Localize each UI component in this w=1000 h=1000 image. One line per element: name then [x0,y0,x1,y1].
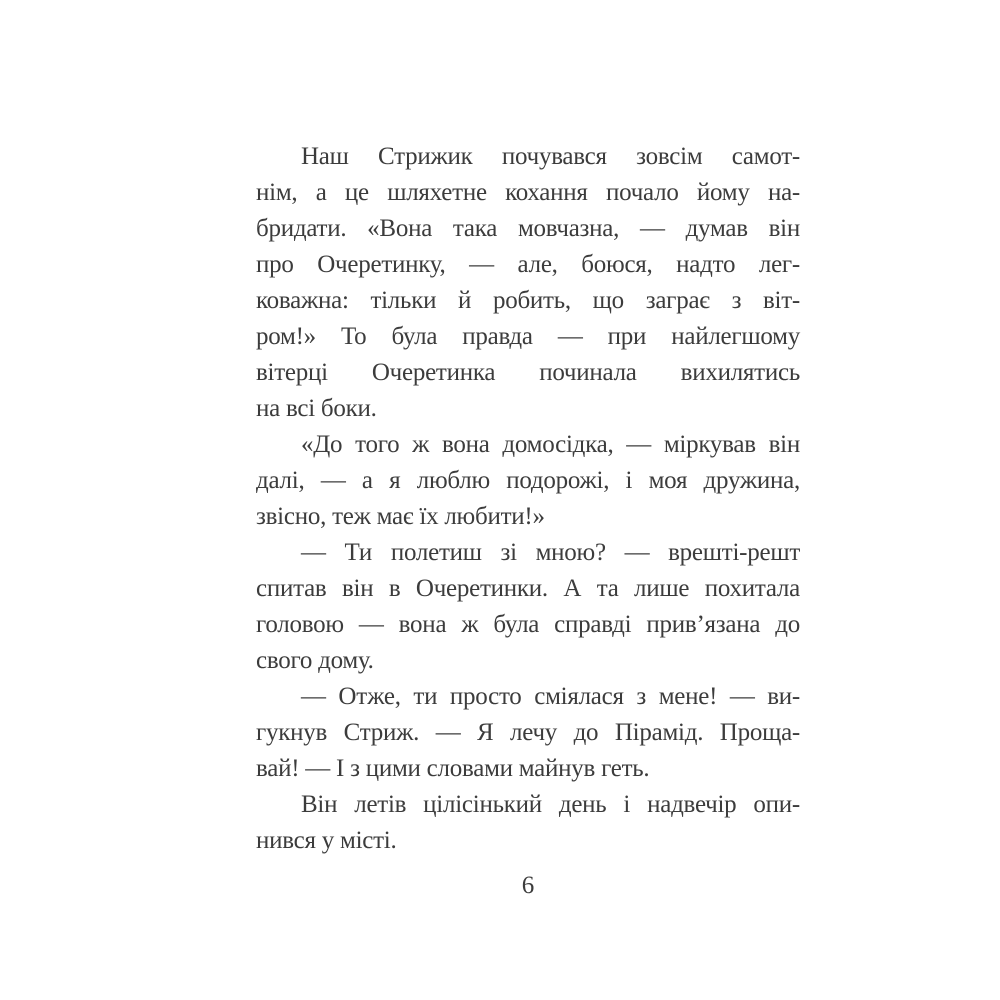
text-line: — Отже, ти просто сміялася з мене! — ви- [301,683,800,710]
text-line: вай! — І з цими словами майнув геть. [256,755,650,782]
text-line: гукнув Стриж. — Я лечу до Пірамід. Проща- [256,719,800,746]
paragraphs [256,139,800,859]
text-line: бридати. «Вона така мовчазна, — думав він [256,215,800,242]
text-line: спитав він в Очеретинки. А та лише похитала [256,575,800,602]
text-line: звісно, теж має їх любити!» [256,503,545,530]
text-line: нім, а це шляхетне кохання почало йому на- [256,179,800,206]
paragraph [256,787,800,859]
text-line: на всі боки. [256,395,377,422]
paragraph [256,427,800,535]
paragraph [256,679,800,787]
paragraph [256,139,800,427]
text-line: вітерці Очеретинка починала вихилятись [256,359,800,386]
paragraph [256,535,800,679]
text-line: коважна: тільки й робить, що заграє з віт- [256,287,800,314]
text-line: «До того ж вона домосідка, — міркував він [301,431,800,458]
text-line: свого дому. [256,647,374,674]
text-line: головою — вона ж була справді прив’язана до [256,611,800,638]
text-line: ром!» То була правда — при найлегшому [256,323,800,350]
text-line: — Ти полетиш зі мною? — врешті-решт [301,539,800,566]
text-line: Він летів цілісінький день і надвечір опи- [301,791,800,818]
text-line: нився у місті. [256,827,397,854]
text-line: далі, — а я люблю подорожі, і моя дружина, [256,467,800,494]
text-line: Наш Стрижик почувався зовсім самот- [301,143,800,170]
page-number: 6 [521,872,535,899]
text-line: про Очеретинку, — але, боюся, надто лег- [256,251,800,278]
